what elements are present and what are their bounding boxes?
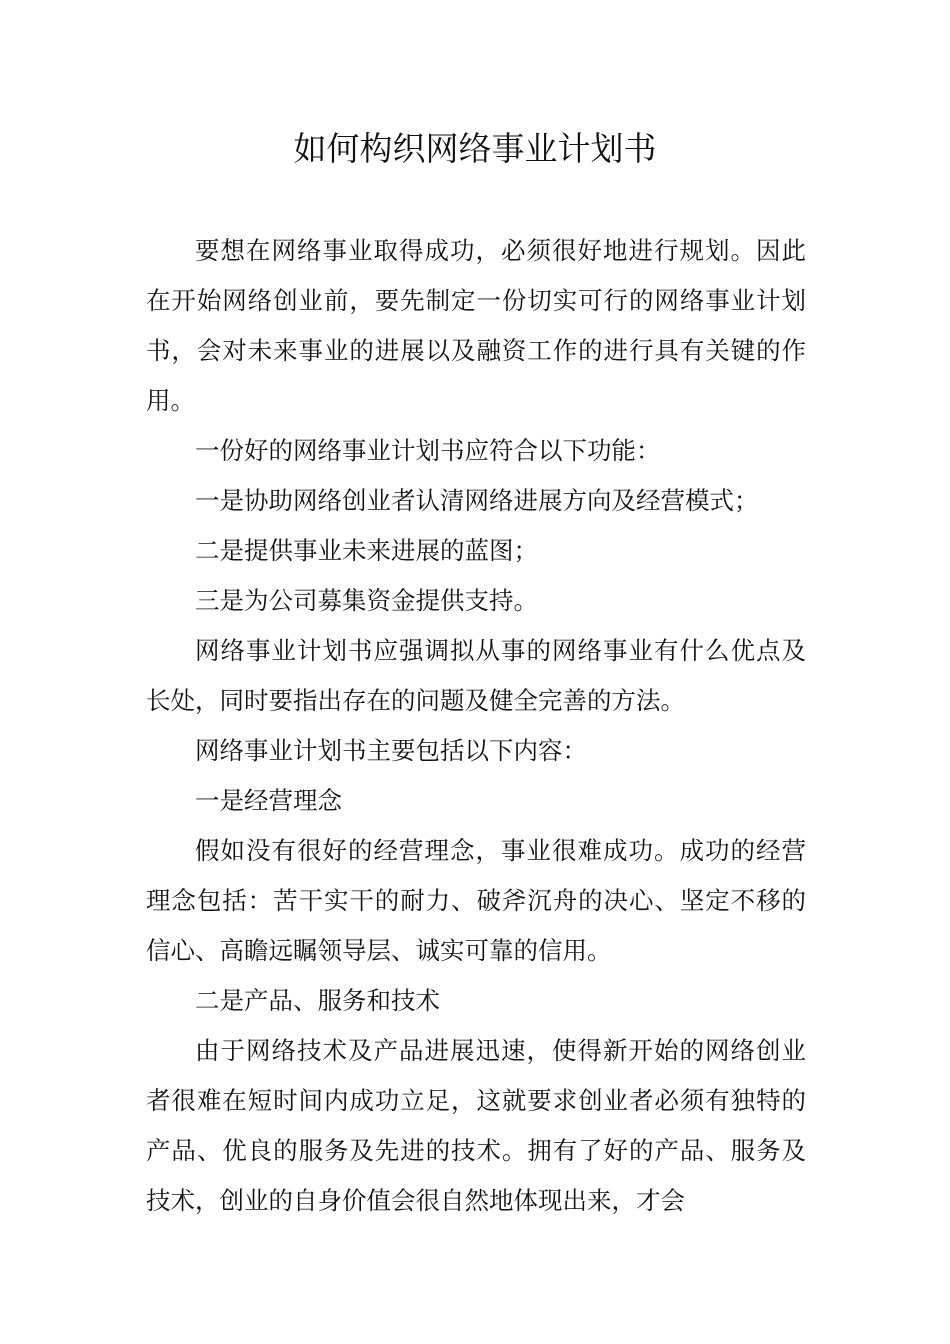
- paragraph-function-1: 一是协助网络创业者认清网络进展方向及经营模式；: [195, 486, 759, 515]
- paragraph-function-3: 三是为公司募集资金提供支持。: [195, 586, 538, 615]
- document-body: [146, 226, 806, 1226]
- paragraph-contents-heading: 网络事业计划书主要包括以下内容：: [195, 736, 587, 765]
- paragraph-function-2: 二是提供事业未来进展的蓝图；: [195, 536, 538, 565]
- paragraph-section-2: 由于网络技术及产品进展迅速，使得新开始的网络创业者很难在短时间内成功立足，这就要求创业者必须有独特的产品、优良的服务及先进的技术。拥有了好的产品、服务及技术，创业的自身价值会很自然地体现出来，才会: [146, 1036, 806, 1215]
- paragraph-intro: 要想在网络事业取得成功，必须很好地进行规划。因此在开始网络创业前，要先制定一份切实可行的网络事业计划书，会对未来事业的进展以及融资工作的进行具有关键的作用。: [146, 236, 806, 415]
- section-heading-1: 一是经营理念: [195, 786, 342, 815]
- paragraph-emphasis: 网络事业计划书应强调拟从事的网络事业有什么优点及长处，同时要指出存在的问题及健全完善的方法。: [146, 636, 806, 715]
- paragraph-section-1: 假如没有很好的经营理念，事业很难成功。成功的经营理念包括：苦干实干的耐力、破斧沉舟的决心、坚定不移的信心、高瞻远瞩领导层、诚实可靠的信用。: [146, 836, 806, 965]
- section-heading-2: 二是产品、服务和技术: [195, 986, 440, 1015]
- document-title: 如何构织网络事业计划书: [293, 129, 657, 168]
- paragraph-functions-heading: 一份好的网络事业计划书应符合以下功能：: [195, 436, 661, 465]
